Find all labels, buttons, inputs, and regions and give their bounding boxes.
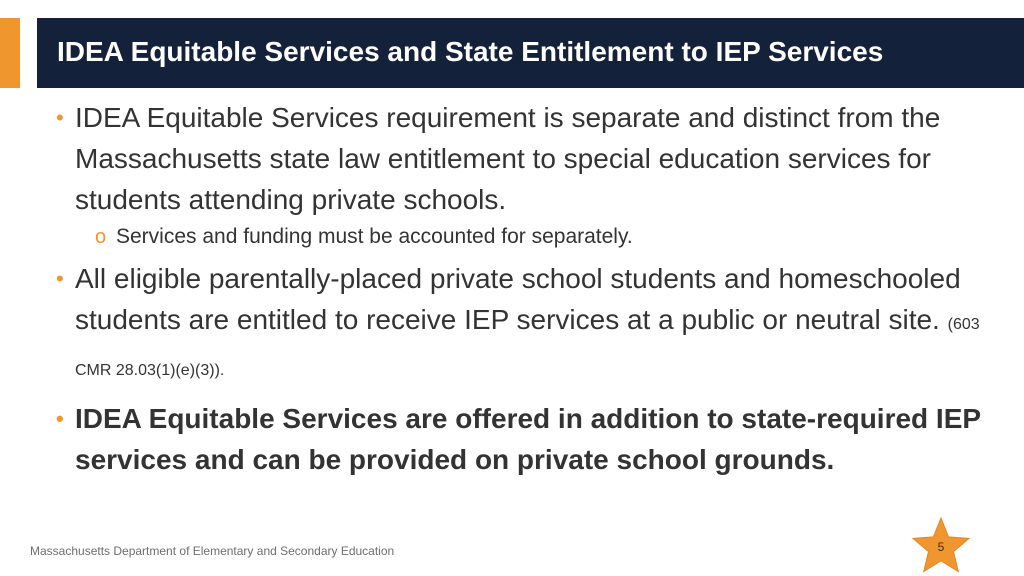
bullet-2 xyxy=(52,258,1002,391)
bullet-2-text: All eligible parentally-placed private school students and homeschooled students are entitled to receive IEP services at a public or neutral site. xyxy=(75,263,961,335)
bullet-2-citation: (603 CMR 28.03(1)(e)(3)). xyxy=(75,316,980,379)
sub-bullet-1 xyxy=(52,221,1002,253)
bullet-marker: • xyxy=(56,105,64,130)
slide-content xyxy=(52,97,1002,480)
bullet-marker: • xyxy=(56,266,64,291)
sub-bullet-marker: o xyxy=(95,226,107,248)
bullet-3 xyxy=(52,398,1002,480)
bullet-1 xyxy=(52,97,1002,220)
bullet-3-text: IDEA Equitable Services are offered in addition to state-required IEP services and can be provided on private school grounds. xyxy=(75,403,981,475)
page-number: 5 xyxy=(937,540,945,554)
footer-organization: Massachusetts Department of Elementary and Secondary Education xyxy=(30,544,395,558)
bullet-marker: • xyxy=(56,406,64,431)
bullet-1-text: IDEA Equitable Services requirement is separate and distinct from the Massachusetts state law entitlement to special education services for students attending private schools. xyxy=(75,102,941,215)
title-bar xyxy=(37,18,1024,88)
sub-bullet-1-text: Services and funding must be accounted for separately. xyxy=(116,225,633,248)
slide-title: IDEA Equitable Services and State Entitlement to IEP Services xyxy=(57,36,884,67)
title-accent-bar xyxy=(0,18,20,88)
